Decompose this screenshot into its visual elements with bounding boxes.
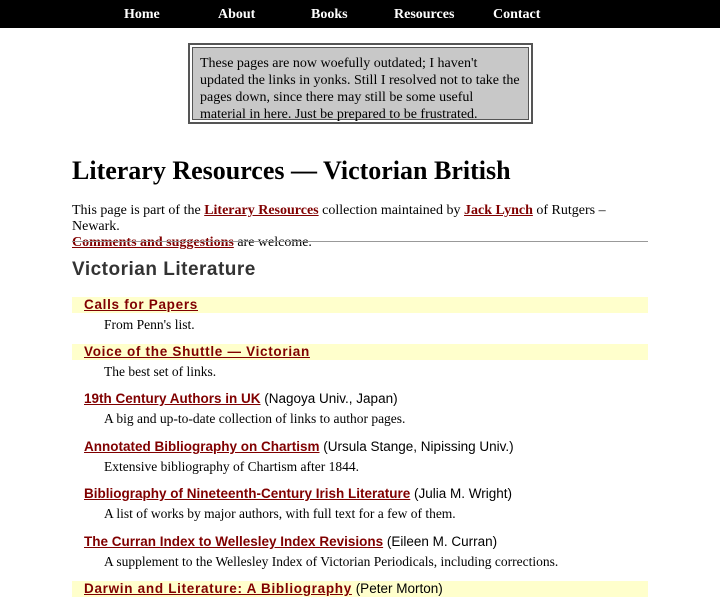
list-item	[72, 486, 648, 522]
entry-description: A list of works by major authors, with full text for a few of them.	[104, 506, 456, 521]
entry-link[interactable]: Bibliography of Nineteenth-Century Irish Literature	[84, 486, 411, 501]
entry-description: The best set of links.	[104, 364, 217, 379]
entry-link[interactable]: 19th Century Authors in UK	[84, 391, 261, 406]
entry-title	[72, 581, 648, 597]
list-item	[72, 297, 648, 333]
nav-resources-link[interactable]: Resources	[394, 7, 455, 22]
outdated-notice-text: These pages are now woefully outdated; I haven't updated the links in yonks. Still I resolved not to take the pages down, since there may still be some useful material in here. Just be prepared to be frustrated.	[192, 47, 529, 120]
list-item	[72, 581, 648, 597]
entry-title	[72, 534, 648, 550]
nav-home-link[interactable]: Home	[124, 7, 160, 22]
entry-description: A supplement to the Wellesley Index of Victorian Periodicals, including corrections.	[104, 554, 559, 569]
entry-meta: (Julia M. Wright)	[410, 486, 513, 501]
page-title: Literary Resources — Victorian British	[72, 156, 511, 185]
entry-title	[72, 391, 648, 407]
entry-meta: (Nagoya Univ., Japan)	[260, 391, 398, 406]
nav-about-link[interactable]: About	[218, 7, 256, 22]
intro-text: are welcome.	[233, 235, 312, 250]
list-item	[72, 534, 648, 570]
section-heading: Victorian Literature	[72, 259, 256, 280]
entry-link[interactable]: Darwin and Literature: A Bibliography	[84, 581, 352, 596]
entry-description: From Penn's list.	[104, 317, 195, 332]
entry-description: Extensive bibliography of Chartism after 1844.	[104, 459, 359, 474]
entry-meta: (Ursula Stange, Nipissing Univ.)	[319, 439, 514, 454]
entry-meta: (Peter Morton)	[351, 581, 443, 596]
intro-text: This page is part of the	[72, 203, 205, 218]
entry-link[interactable]: Annotated Bibliography on Chartism	[84, 439, 320, 454]
jack-lynch-link[interactable]: Jack Lynch	[464, 203, 533, 218]
entry-title	[72, 297, 648, 313]
entry-link[interactable]: Voice of the Shuttle — Victorian	[84, 344, 310, 359]
nav-books-link[interactable]: Books	[311, 7, 348, 22]
entry-title	[72, 344, 648, 360]
comments-link[interactable]: Comments and suggestions	[72, 235, 234, 250]
entry-link[interactable]: Calls for Papers	[84, 297, 198, 312]
literary-resources-link[interactable]: Literary Resources	[204, 203, 319, 218]
list-item	[72, 439, 648, 475]
intro-paragraph	[72, 203, 652, 251]
intro-text: of Rutgers – Newark.	[72, 203, 606, 234]
divider	[72, 241, 648, 242]
entry-title	[72, 486, 648, 502]
intro-text: collection maintained by	[318, 203, 465, 218]
list-item	[72, 391, 648, 427]
entry-description: A big and up-to-date collection of links to author pages.	[104, 411, 406, 426]
nav-contact-link[interactable]: Contact	[493, 7, 541, 22]
entry-link[interactable]: The Curran Index to Wellesley Index Revisions	[84, 534, 384, 549]
list-item	[72, 344, 648, 380]
outdated-notice-box	[188, 43, 533, 124]
top-nav	[0, 0, 720, 28]
entry-meta: (Eileen M. Curran)	[383, 534, 498, 549]
entry-title	[72, 439, 648, 455]
